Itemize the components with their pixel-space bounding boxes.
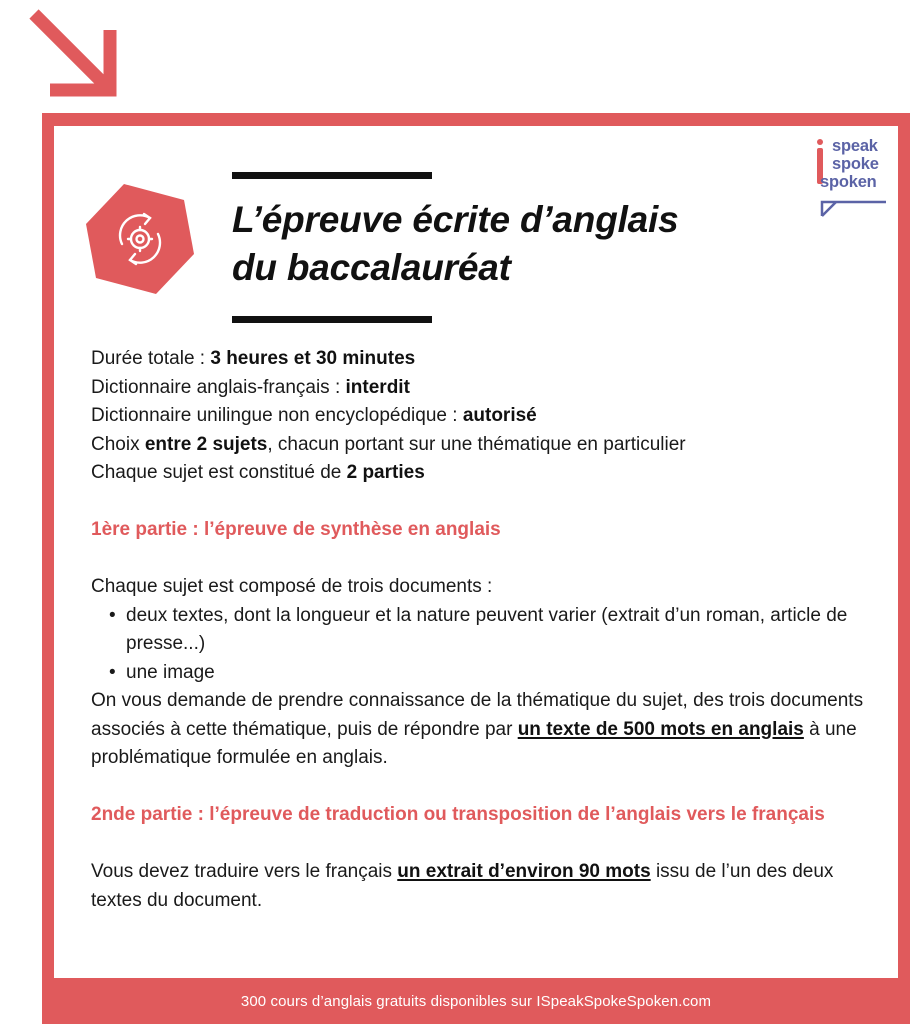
part2-key-requirement: un extrait d’environ 90 mots (397, 861, 651, 882)
content (91, 345, 871, 915)
fact-parts: Chaque sujet est constitué de 2 parties (91, 462, 425, 483)
gear-cycle-icon (84, 182, 196, 296)
part1-document-list (91, 602, 871, 688)
title-rule-bottom (232, 316, 432, 323)
fact-subject-choice: Choix entre 2 sujets, chacun portant sur une thématique en particulier (91, 433, 686, 455)
title-line-2: du baccalauréat (232, 247, 511, 288)
title-line-1: L’épreuve écrite d’anglais (232, 199, 679, 240)
fact-duration: Durée totale : 3 heures et 30 minutes (91, 348, 416, 369)
arrow-down-right-icon (28, 8, 118, 98)
footer (42, 978, 910, 1024)
part1-intro: Chaque sujet est composé de trois documents : (91, 576, 493, 597)
footer-text: 300 cours d’anglais gratuits disponibles sur ISpeakSpokeSpoken.com (240, 992, 712, 1010)
fact-bilingual-dictionary: Dictionnaire anglais-français : interdit (91, 376, 410, 398)
logo-line-2: spoke (832, 155, 879, 173)
logo-line-3: spoken (820, 173, 877, 191)
part2-description: Vous devez traduire vers le français un extrait d’environ 90 mots issu de l’un des deux textes du document. (91, 861, 834, 911)
list-item: • une image (107, 659, 871, 688)
logo (820, 137, 879, 191)
part1-description: On vous demande de prendre connaissance de la thématique du sujet, des trois documents associés à cette thématique, puis de répondre par un texte de 500 mots en anglais à une problématique formulée en anglais. (91, 690, 864, 768)
part1-heading: 1ère partie : l’épreuve de synthèse en anglais (91, 518, 501, 540)
part2-heading: 2nde partie : l’épreuve de traduction ou transposition de l’anglais vers le français (91, 803, 825, 825)
part1-key-requirement: un texte de 500 mots en anglais (517, 718, 804, 740)
title-rule-top (232, 172, 432, 179)
page-title (232, 196, 792, 292)
fact-monolingual-dictionary: Dictionnaire unilingue non encyclopédique : autorisé (91, 405, 537, 426)
list-item: • deux textes, dont la longueur et la nature peuvent varier (extrait d’un roman, article de presse...) (107, 602, 871, 659)
logo-line-1: speak (832, 137, 878, 155)
